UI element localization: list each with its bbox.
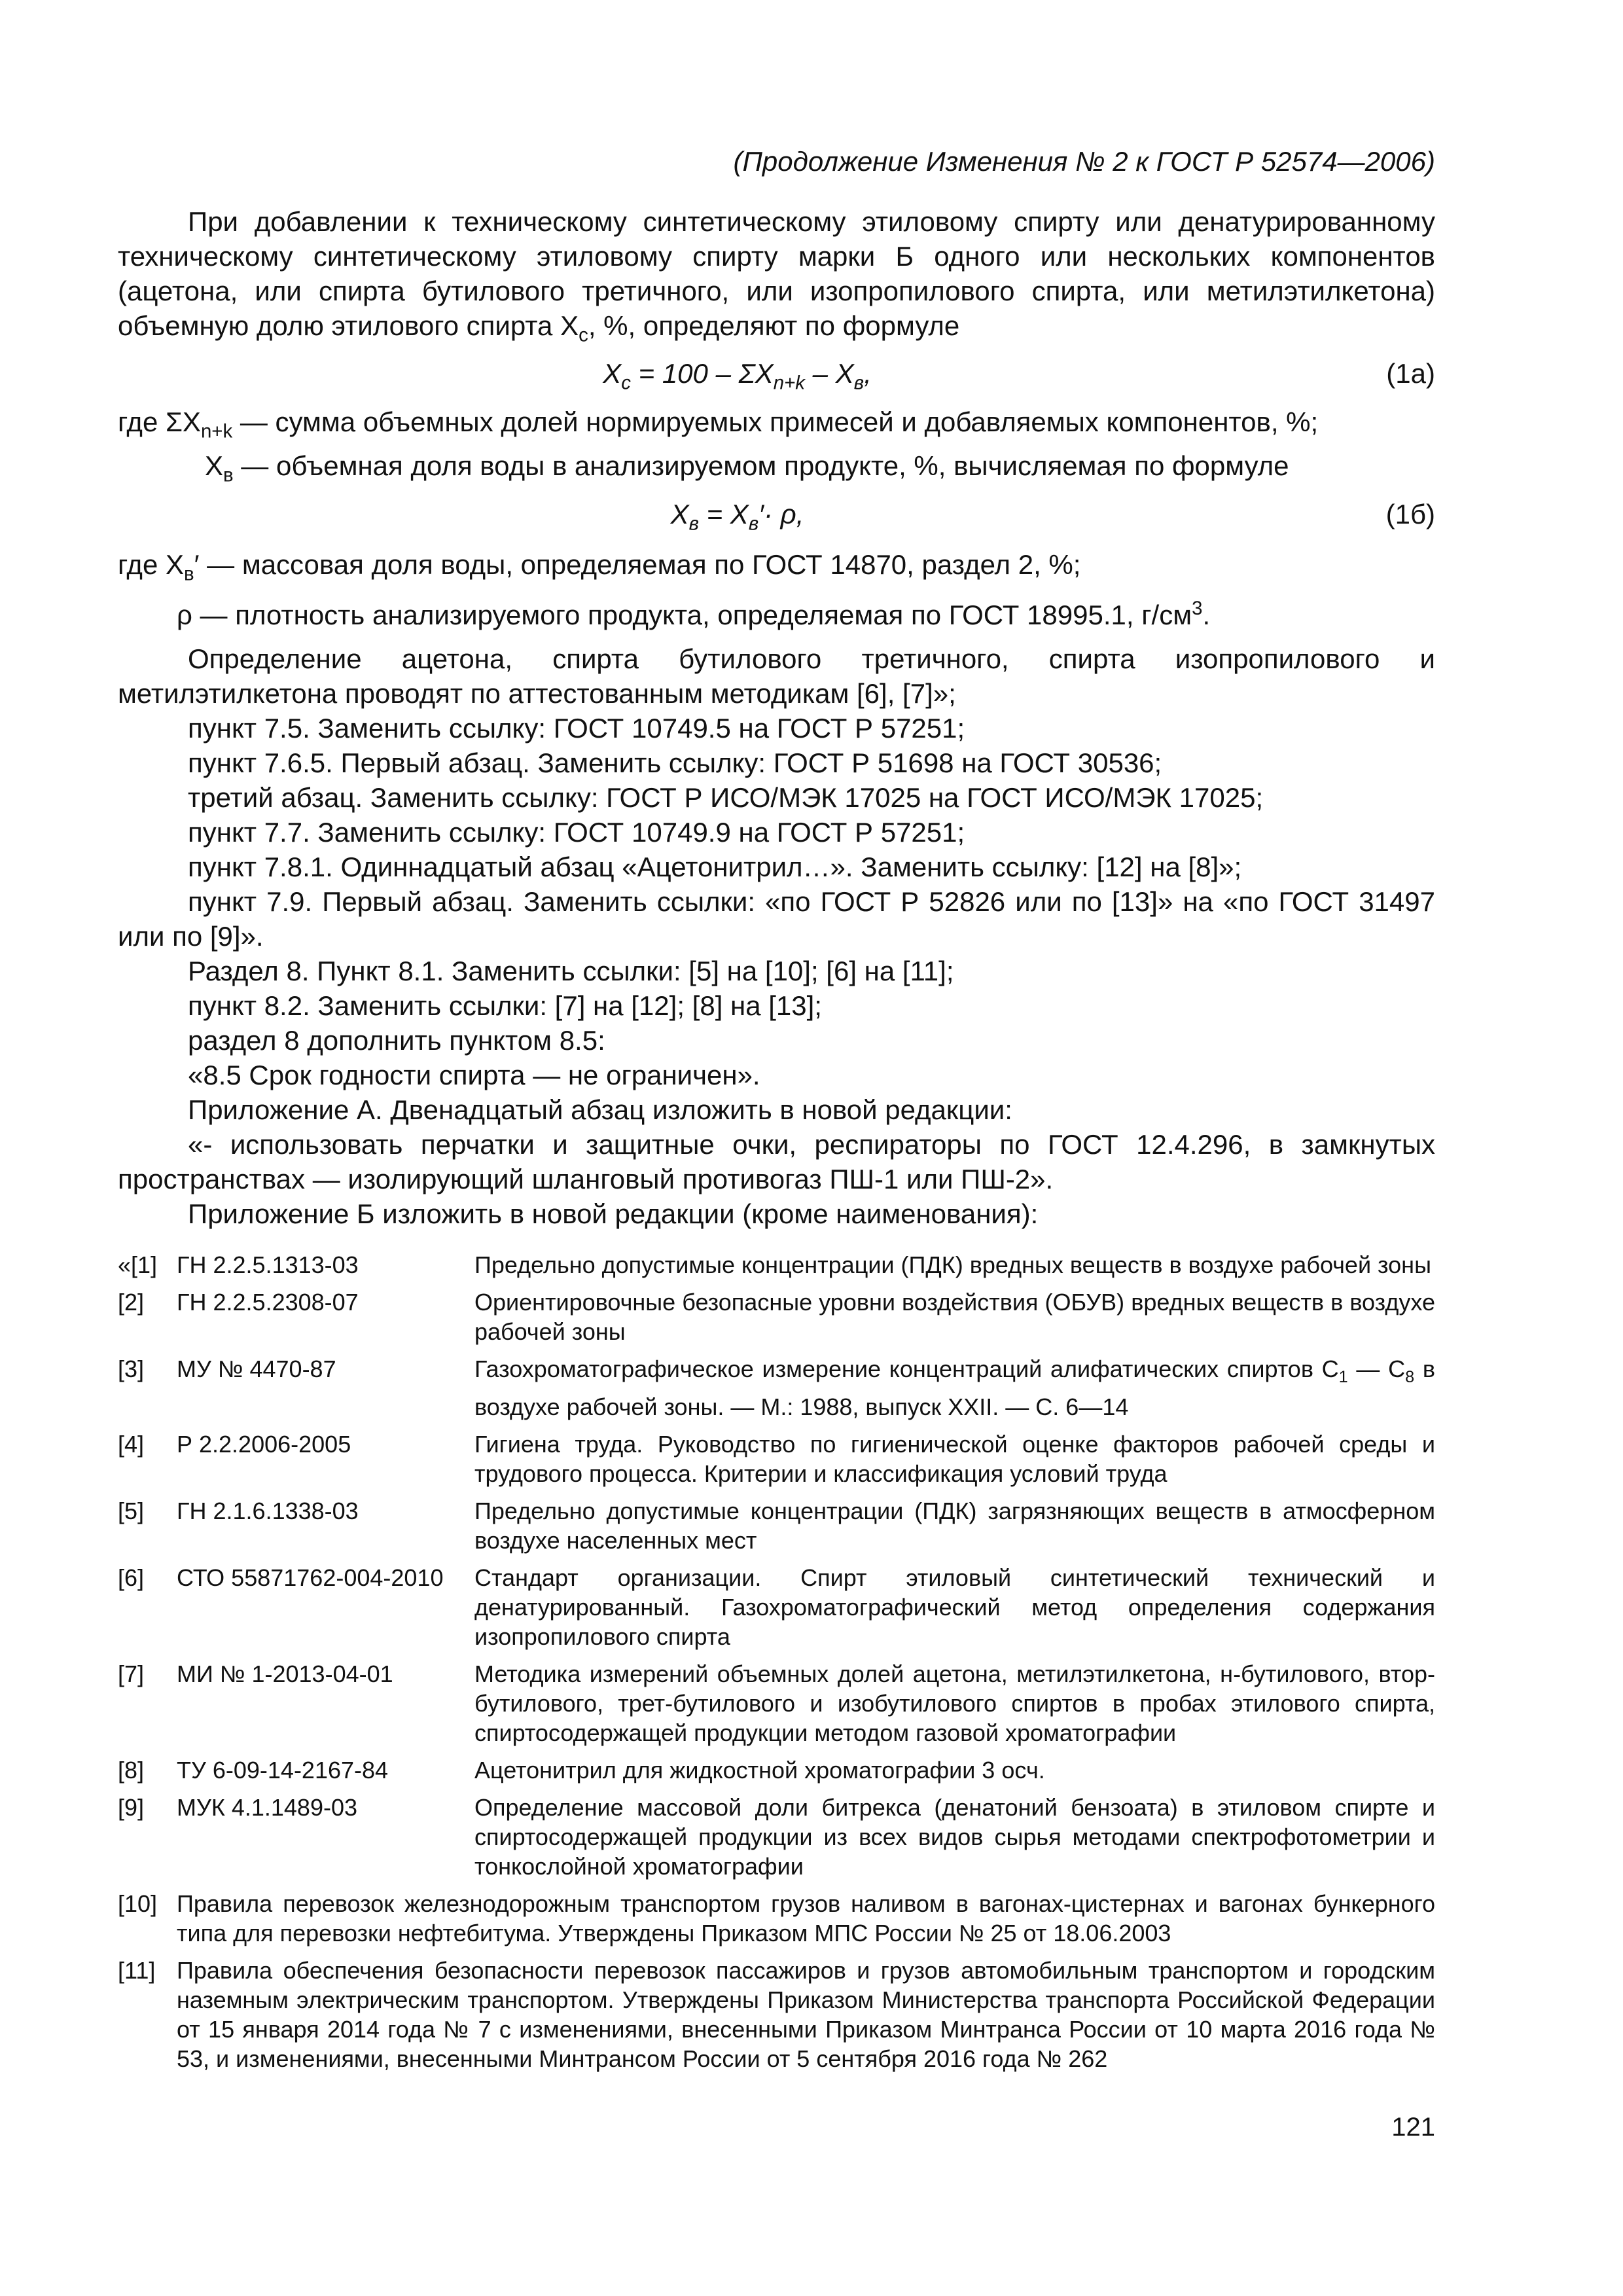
where-line: ρ — плотность анализируемого продукта, определяемая по ГОСТ 18995.1, $г/см^3$. xyxy=(177,598,1211,631)
where-line: где $\Sigma X_{n+k}$ — сумма объемных долей нормируемых примесей и добавляемых компонентов, %; xyxy=(118,406,1319,442)
reference-item: «[1] ГН 2.2.5.1313-03 Предельно допустимые концентрации (ПДК) вредных веществ в воздухе рабочей зоны xyxy=(118,1251,1431,1278)
reference-item: [4] Р 2.2.2006-2005 Гигиена труда. Руководство по гигиенической оценке факторов рабочей среды и трудового процесса. Критерии и классификация условий труда xyxy=(118,1431,1435,1488)
formula-1b: $X_в = X_в'\cdot \rho$, (1б) xyxy=(118,497,1435,541)
formula-1a: $X_c = 100 - \Sigma X_{n+k} - X_в$, (1а) xyxy=(118,356,1435,400)
paragraph: Раздел 8. Пункт 8.1. Заменить ссылки: [5] на [10]; [6] на [11]; xyxy=(188,956,954,987)
reference-item: [9] МУК 4.1.1489-03 Определение массовой доли битрекса (денатоний бензоата) в этиловом спирте и спиртосодержащей продукции из всех видов сырья методами спектрофотометрии и тонкослойной хроматографии xyxy=(118,1794,1435,1880)
paragraph: Приложение Б изложить в новой редакции (кроме наименования): xyxy=(188,1198,1039,1230)
bibliography xyxy=(118,1250,1435,2081)
paragraph: пункт 7.8.1. Одиннадцатый абзац «Ацетонитрил…». Заменить ссылку: [12] на [8]»; xyxy=(188,852,1242,883)
reference-item: [11] Правила обеспечения безопасности перевозок пассажиров и грузов автомобильным транспортом и городским наземным электрическим транспортом. Утверждены Приказом Министерства транспорта Российской Федерации от 15 января 2014 года № 7 с изменениями, внесенными Приказом Минтранса России от 10 марта 2016 года № 53, и изменениями, внесенными Минтрансом России от 5 сентября 2016 года № 262 xyxy=(118,1957,1435,2073)
intro-paragraph: При добавлении к техническому синтетическому этиловому спирту или денатурированному техническому синтетическому этиловому спирту марки Б одного или нескольких компонентов (ацетона, или спирта бутилового третичного, или изопропилового спирта, или метилэтилкетона) объемную долю этилового спирта $X_c$, %, определяют по формуле xyxy=(118,206,1435,346)
paragraph: Приложение А. Двенадцатый абзац изложить в новой редакции: xyxy=(188,1094,1012,1126)
paragraph: пункт 7.9. Первый абзац. Заменить ссылки: «по ГОСТ Р 52826 или по [13]» на «по ГОСТ 31497 или по [9]». xyxy=(118,886,1435,952)
where-line: $X_в$ — объемная доля воды в анализируемом продукте, %, вычисляемая по формуле xyxy=(205,450,1289,486)
formula-number: (1б) xyxy=(1385,498,1435,529)
paragraph: раздел 8 дополнить пунктом 8.5: xyxy=(188,1025,605,1056)
reference-item: [3] МУ № 4470-87 Газохроматографическое измерение концентраций алифатических спиртов $C_1$ — $C_8$ в воздухе рабочей зоны. — М.: 1988, выпуск XXII. — С. 6—14 xyxy=(118,1355,1435,1421)
main-text xyxy=(118,204,1435,1231)
page-number: 121 xyxy=(1391,2113,1435,2142)
paragraph: Определение ацетона, спирта бутилового третичного, спирта изопропилового и метилэтилкетона проводят по аттестованным методикам [6], [7]»; xyxy=(118,643,1435,709)
paragraph: пункт 7.7. Заменить ссылку: ГОСТ 10749.9 на ГОСТ Р 57251; xyxy=(188,817,965,848)
reference-item: [10] Правила перевозок железнодорожным транспортом грузов наливом в вагонах-цистернах и вагонах бункерного типа для перевозки нефтебитума. Утверждены Приказом МПС России № 25 от 18.06.2003 xyxy=(118,1890,1435,1947)
paragraph: третий абзац. Заменить ссылку: ГОСТ Р ИСО/МЭК 17025 на ГОСТ ИСО/МЭК 17025; xyxy=(188,782,1264,814)
formula-number: (1а) xyxy=(1386,358,1435,389)
paragraph: пункт 7.6.5. Первый абзац. Заменить ссылку: ГОСТ Р 51698 на ГОСТ 30536; xyxy=(188,747,1162,779)
reference-item: [8] ТУ 6-09-14-2167-84 Ацетонитрил для жидкостной хроматографии 3 осч. xyxy=(118,1757,1045,1784)
paragraph: пункт 7.5. Заменить ссылку: ГОСТ 10749.5 на ГОСТ Р 57251; xyxy=(188,713,965,744)
paragraph: «- использовать перчатки и защитные очки, респираторы по ГОСТ 12.4.296, в замкнутых пространствах — изолирующий шланговый противогаз ПШ-1 или ПШ-2». xyxy=(118,1129,1435,1195)
reference-item: [5] ГН 2.1.6.1338-03 Предельно допустимые концентрации (ПДК) загрязняющих веществ в атмосферном воздухе населенных мест xyxy=(118,1498,1435,1554)
paragraph: «8.5 Срок годности спирта — не ограничен». xyxy=(188,1060,760,1091)
where-line: где $X_в'$ — массовая доля воды, определяемая по ГОСТ 14870, раздел 2, %; xyxy=(118,548,1081,585)
paragraph: пункт 8.2. Заменить ссылки: [7] на [12]; [8] на [13]; xyxy=(188,990,822,1022)
running-header: (Продолжение Изменения № 2 к ГОСТ Р 52574—2006) xyxy=(733,146,1435,177)
reference-item: [6] СТО 55871762-004-2010 Стандарт организации. Спирт этиловый синтетический технический и денатурированный. Газохроматографический метод определения содержания изопропилового спирта xyxy=(118,1564,1435,1651)
reference-item: [2] ГН 2.2.5.2308-07 Ориентировочные безопасные уровни воздействия (ОБУВ) вредных веществ в воздухе рабочей зоны xyxy=(118,1289,1435,1345)
reference-item: [7] МИ № 1-2013-04-01 Методика измерений объемных долей ацетона, метилэтилкетона, н-бутилового, втор-бутилового, трет-бутилового и изобутилового спиртов в пробах этилового спирта, спиртосодержащей продукции методом газовой хроматографии xyxy=(118,1660,1435,1747)
